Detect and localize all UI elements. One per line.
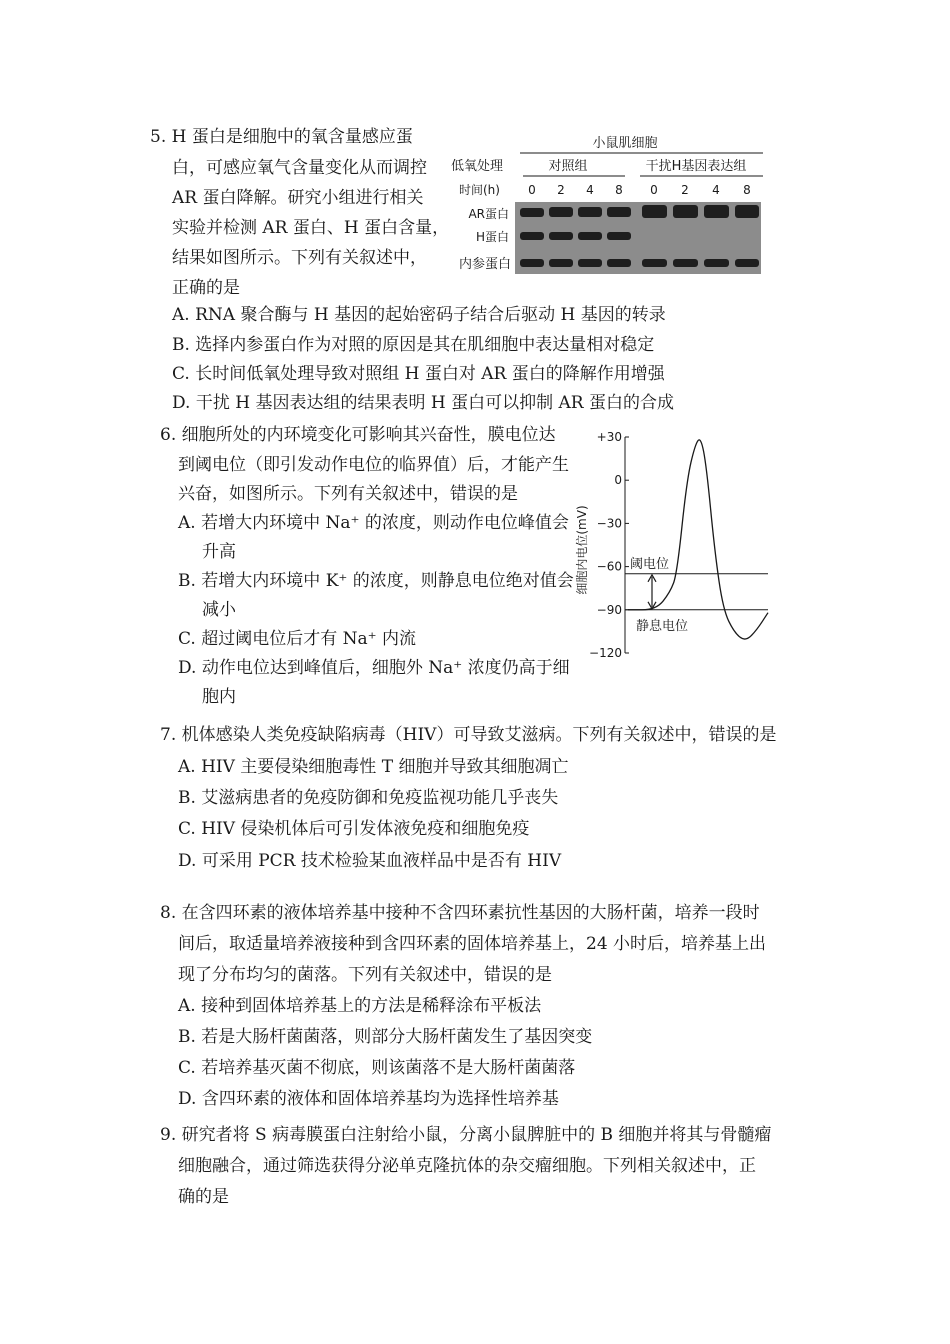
q5-stem-line: AR 蛋白降解。研究小组进行相关 bbox=[172, 188, 424, 208]
y-tick-label: +30 bbox=[596, 430, 622, 444]
y-tick-label: −60 bbox=[596, 559, 622, 574]
q9-stem-line: 细胞融合，通过筛选获得分泌单克隆抗体的杂交瘤细胞。下列相关叙述中，正 bbox=[178, 1156, 756, 1176]
q8-option-b: B. 若是大肠杆菌菌落，则部分大肠杆菌发生了基因突变 bbox=[178, 1027, 593, 1047]
blot-band bbox=[642, 259, 667, 267]
q6-option-c: C. 超过阈电位后才有 Na⁺ 内流 bbox=[178, 629, 416, 649]
blot-time-tick: 2 bbox=[557, 183, 565, 197]
blot-band bbox=[578, 259, 602, 267]
q5-stem-line: 白，可感应氧气含量变化从而调控 bbox=[172, 158, 427, 178]
q6-option-a-cont: 升高 bbox=[202, 542, 236, 562]
blot-band bbox=[520, 232, 544, 240]
blot-time-tick: 4 bbox=[586, 183, 594, 197]
y-tick-label: 0 bbox=[614, 473, 622, 488]
blot-time-tick: 8 bbox=[615, 183, 623, 197]
blot-band bbox=[704, 259, 729, 267]
q9-stem-line: 9. 研究者将 S 病毒膜蛋白注射给小鼠，分离小鼠脾脏中的 B 细胞并将其与骨髓瘤 bbox=[160, 1125, 772, 1145]
blot-group-control: 对照组 bbox=[548, 159, 588, 174]
blot-band bbox=[578, 232, 602, 240]
western-blot-figure bbox=[445, 128, 770, 278]
q5-option-b: B. 选择内参蛋白作为对照的原因是其在肌细胞中表达量相对稳定 bbox=[172, 335, 655, 355]
blot-band bbox=[549, 232, 573, 240]
blot-band bbox=[520, 208, 544, 217]
y-tick-label: −90 bbox=[596, 602, 622, 617]
blot-title: 小鼠肌细胞 bbox=[592, 136, 658, 151]
q8-stem-line: 现了分布均匀的菌落。下列有关叙述中，错误的是 bbox=[178, 965, 552, 985]
blot-band bbox=[578, 207, 602, 217]
y-axis-label: 细胞内电位(mV) bbox=[575, 505, 589, 595]
q5-option-d: D. 干扰 H 基因表达组的结果表明 H 蛋白可以抑制 AR 蛋白的合成 bbox=[172, 393, 674, 413]
q8-option-a: A. 接种到固体培养基上的方法是稀释涂布平板法 bbox=[178, 996, 542, 1016]
q7-option-d: D. 可采用 PCR 技术检验某血液样品中是否有 HIV bbox=[178, 851, 562, 871]
q6-stem-line: 兴奋，如图所示。下列有关叙述中，错误的是 bbox=[178, 484, 518, 504]
blot-time-tick: 0 bbox=[650, 183, 658, 197]
q5-stem-line: 结果如图所示。下列有关叙述中， bbox=[172, 248, 427, 268]
action-potential-chart bbox=[570, 425, 770, 665]
q5-option-a: A. RNA 聚合酶与 H 基因的起始密码子结合后驱动 H 基因的转录 bbox=[172, 305, 666, 325]
blot-row-label-ar: AR蛋白 bbox=[468, 207, 509, 221]
resting-label: 静息电位 bbox=[636, 618, 689, 634]
blot-group-interference: 干扰H基因表达组 bbox=[645, 159, 747, 174]
blot-band bbox=[673, 259, 698, 267]
threshold-label: 阈电位 bbox=[630, 556, 670, 572]
blot-band bbox=[549, 207, 573, 217]
q6-stem-line: 到阈电位（即引发动作电位的临界值）后，才能产生 bbox=[178, 455, 569, 475]
blot-row-label-h: H蛋白 bbox=[475, 230, 509, 244]
blot-band bbox=[704, 205, 729, 218]
q7-stem: 7. 机体感染人类免疫缺陷病毒（HIV）可导致艾滋病。下列有关叙述中，错误的是 bbox=[160, 725, 777, 745]
blot-band bbox=[520, 259, 544, 267]
q6-option-b-cont: 减小 bbox=[202, 600, 236, 620]
q6-option-a: A. 若增大内环境中 Na⁺ 的浓度，则动作电位峰值会 bbox=[178, 513, 569, 533]
q6-option-d: D. 动作电位达到峰值后，细胞外 Na⁺ 浓度仍高于细 bbox=[178, 658, 570, 678]
q7-option-a: A. HIV 主要侵染细胞毒性 T 细胞并导致其细胞凋亡 bbox=[178, 757, 569, 777]
q8-option-d: D. 含四环素的液体和固体培养基均为选择性培养基 bbox=[178, 1089, 559, 1109]
q5-option-c: C. 长时间低氧处理导致对照组 H 蛋白对 AR 蛋白的降解作用增强 bbox=[172, 364, 665, 384]
blot-band bbox=[735, 259, 759, 267]
blot-time-tick: 0 bbox=[528, 183, 536, 197]
blot-time-tick: 8 bbox=[743, 183, 751, 197]
blot-treatment-label: 低氧处理 bbox=[451, 159, 504, 174]
q6-option-b: B. 若增大内环境中 K⁺ 的浓度，则静息电位绝对值会 bbox=[178, 571, 574, 591]
blot-band bbox=[607, 207, 631, 217]
q8-stem-line: 8. 在含四环素的液体培养基中接种不含四环素抗性基因的大肠杆菌，培养一段时 bbox=[160, 903, 760, 923]
q5-stem-line: 正确的是 bbox=[172, 278, 240, 298]
q5-stem-line: 5. H 蛋白是细胞中的氧含量感应蛋 bbox=[150, 127, 413, 147]
blot-band bbox=[607, 259, 631, 267]
q9-stem-line: 确的是 bbox=[178, 1187, 229, 1207]
blot-band bbox=[549, 259, 573, 267]
blot-time-label: 时间(h) bbox=[459, 183, 500, 197]
blot-time-tick: 2 bbox=[681, 183, 689, 197]
blot-time-tick: 4 bbox=[712, 183, 720, 197]
blot-row-label-ref: 内参蛋白 bbox=[458, 257, 511, 272]
q7-option-c: C. HIV 侵染机体后可引发体液免疫和细胞免疫 bbox=[178, 819, 530, 839]
blot-band bbox=[607, 232, 631, 240]
y-tick-label: −30 bbox=[596, 516, 622, 531]
q7-option-b: B. 艾滋病患者的免疫防御和免疫监视功能几乎丧失 bbox=[178, 788, 559, 808]
q6-stem-line: 6. 细胞所处的内环境变化可影响其兴奋性，膜电位达 bbox=[160, 425, 556, 445]
y-tick-label: −120 bbox=[589, 646, 622, 660]
action-potential-curve bbox=[628, 440, 768, 639]
blot-band bbox=[673, 205, 698, 218]
blot-band bbox=[642, 205, 667, 218]
q8-option-c: C. 若培养基灭菌不彻底，则该菌落不是大肠杆菌菌落 bbox=[178, 1058, 576, 1078]
q8-stem-line: 间后，取适量培养液接种到含四环素的固体培养基上，24 小时后，培养基上出 bbox=[178, 934, 767, 954]
q6-option-d-cont: 胞内 bbox=[202, 687, 236, 707]
q5-stem-line: 实验并检测 AR 蛋白、H 蛋白含量， bbox=[172, 218, 450, 238]
blot-band bbox=[735, 205, 759, 218]
